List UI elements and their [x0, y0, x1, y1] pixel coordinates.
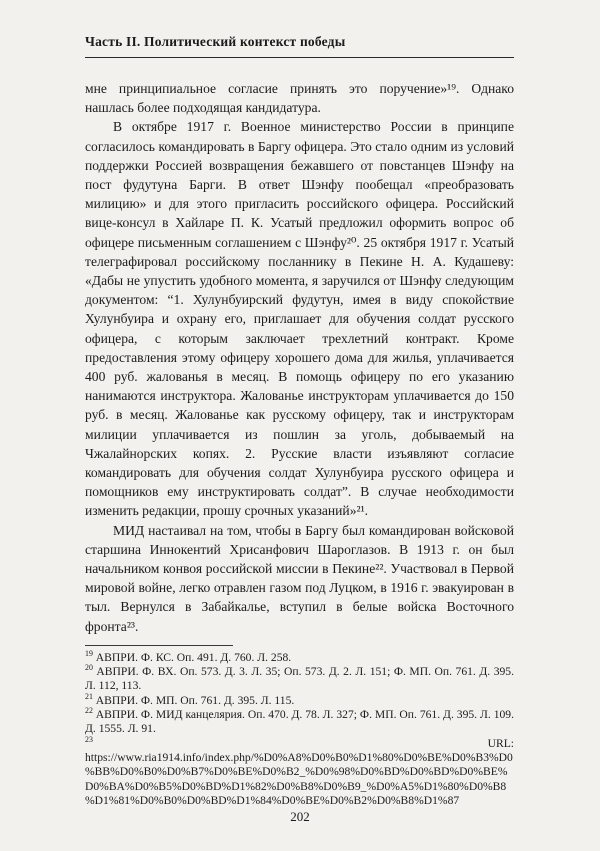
footnotes-section	[85, 651, 514, 808]
footnote-19: $^{19}$ АВПРИ. Ф. КС. Оп. 491. Д. 760. Л. 258.	[85, 649, 292, 664]
running-header	[85, 34, 514, 58]
footnote-marker: 19	[85, 649, 93, 659]
footnote-marker: 23	[85, 734, 93, 744]
footnote-22: $^{22}$ АВПРИ. Ф. МИД канцелярия. Оп. 470. Д. 78. Л. 327; Ф. МП. Оп. 761. Д. 395. Л. 109. Д. 1555. Л. 91.	[85, 706, 514, 736]
footnote-marker: 21	[85, 691, 93, 701]
footnote-marker: 22	[85, 706, 93, 716]
footnote-21: $^{21}$ АВПРИ. Ф. МП. Оп. 761. Д. 395. Л. 115.	[85, 691, 295, 707]
paragraph-3: МИД настаивал на том, чтобы в Баргу был командирован войсковой старшина Иннокентий Хрисанфович Шароглазов. В 1913 г. он был начальником конвоя российской миссии в Пекине²². Участвовал в Первой мировой войне, легко отравлен газом под Луцком, в 1916 г. эвакуирован в тыл. Вернулся в Забайкалье, вступил в белые войска Восточного фронта²³.	[85, 522, 514, 634]
running-header-text: Часть II. Политический контекст победы	[85, 34, 346, 49]
paragraph-2: В октябре 1917 г. Военное министерство России в принципе согласилось командировать в Баргу офицера. Это стало одним из условий поддержки Россией возвращения бежавшего от повстанцев Шэнфу на пост фудутуна Барги. В ответ Шэнфу пообещал «преобразовать милицию» и для этого пригласить российского офицера. Российский вице-консул в Хайларе П. К. Усатый предложил оформить вопрос об офицере письменным соглашением с Шэнфу²⁰. 25 октября 1917 г. Усатый телеграфировал российскому посланнику в Пекине Н. А. Кудашеву: «Дабы не упустить удобного момента, я заручился от Шэнфу следующим документом: “1. Хулунбуирский фудутун, имея в виду спокойствие Хулунбуира и охрану его, приглашает для обучения солдат русского офицера, с которым заключает трехлетний контракт. Кроме предоставления этому офицеру хорошего дома для жилья, уплачивается 400 руб. жалованья в месяц. В помощь офицеру по его указанию нанимаются инструктора. Жалованье инструкторам уплачивается до 150 руб. в месяц. Жалованье как русскому офицеру, так и инструкторам милиции уплачивается из пошлин за уголь, добываемый на Чжалайнорских копях. 2. Русские власти изъявляют согласие командировать для обучения солдат Хулунбуира русского офицера и помощников ему инструктировать солдат”. В случае необходимости изменить редакции, прошу срочных указаний»²¹.	[85, 119, 514, 519]
footnote-20: $^{20}$ АВПРИ. Ф. ВХ. Оп. 573. Д. 3. Л. 35; Оп. 573. Д. 2. Л. 151; Ф. МП. Оп. 761. Д. 395. Л. 112, 113.	[85, 663, 514, 693]
footnote-marker: 20	[85, 663, 93, 673]
page-number: 202	[290, 809, 310, 824]
paragraph-1: мне принципиальное согласие принять это поручение»¹⁹. Однако нашлась более подходящая кандидатура.	[85, 81, 514, 116]
footnote-separator	[85, 645, 233, 646]
body-text	[85, 79, 514, 636]
footnote-23: $^{23}$ URL: https://www.ria1914.info/index.php/%D0%A8%D0%B0%D1%80%D0%BE%D0%B3%D0%BB%D0%B0%D0%B7%D0%BE%D0%B2_%D0%98%D0%BD%D0%BD%D0%BE%D0%BA%D0%B5%D0%BD%D1%82%D0%B8%D0%B9_%D0%A5%D1%80%D0%B8%D1%81%D0%B0%D0%BD%D1%84%D0%BE%D0%B2%D0%B8%D1%87	[85, 734, 514, 807]
